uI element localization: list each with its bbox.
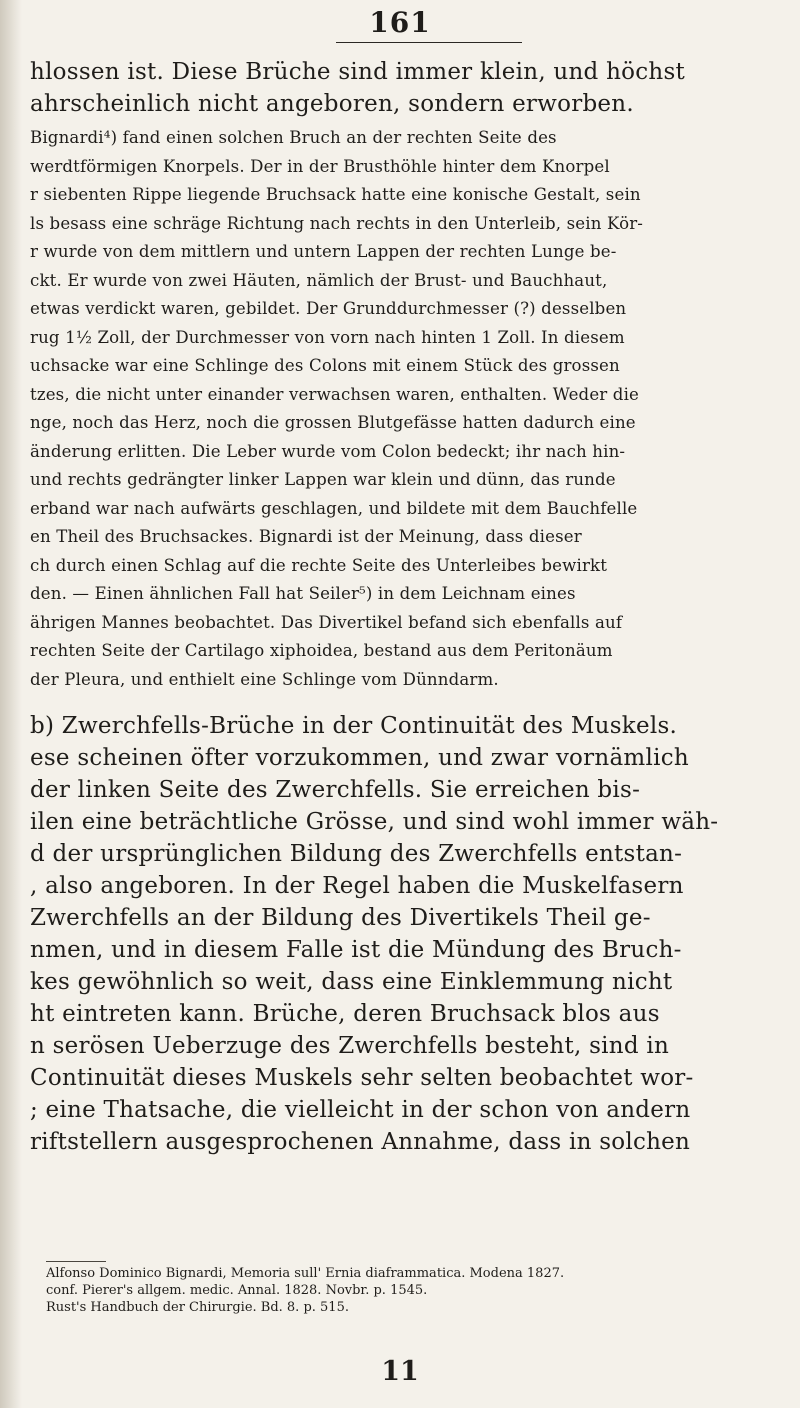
text-line: hlossen ist. Diese Brüche sind immer klein, und höchst (30, 59, 685, 85)
text-line: , also angeboren. In der Regel haben die Muskelfasern (30, 873, 684, 899)
text-line: Zwerchfells an der Bildung des Divertikels Theil ge- (30, 905, 651, 931)
intro-paragraph (30, 56, 776, 120)
bignardi-case-paragraph (30, 124, 776, 694)
text-line: rug 1½ Zoll, der Durchmesser von vorn nach hinten 1 Zoll. In diesem (30, 327, 625, 347)
text-line: ährigen Mannes beobachtet. Das Divertikel befand sich ebenfalls auf (30, 612, 623, 632)
text-line: rechten Seite der Cartilago xiphoidea, bestand aus dem Peritonäum (30, 641, 613, 660)
text-line: Rust's Handbuch der Chirurgie. Bd. 8. p. 515. (46, 1300, 349, 1315)
text-line: werdtförmigen Knorpels. Der in der Brusthöhle hinter dem Knorpel (30, 156, 610, 176)
text-line: ilen eine beträchtliche Grösse, und sind wohl immer wäh- (30, 809, 719, 835)
text-line: riftstellern ausgesprochenen Annahme, dass in solchen (30, 1129, 691, 1155)
text-line: nmen, und in diesem Falle ist die Mündung des Bruch- (30, 937, 682, 963)
text-line: ht eintreten kann. Brüche, deren Bruchsack blos aus (30, 1001, 660, 1027)
text-line: nge, noch das Herz, noch die grossen Blutgefässe hatten dadurch eine (30, 413, 636, 432)
text-line: und rechts gedrängter linker Lappen war klein und dünn, das runde (30, 470, 616, 489)
page-number: 161 (369, 6, 431, 39)
header-rule (336, 42, 522, 43)
text-line: ese scheinen öfter vorzukommen, und zwar vornämlich (30, 745, 689, 771)
footnote-rule (46, 1261, 106, 1262)
text-line: ckt. Er wurde von zwei Häuten, nämlich der Brust- und Bauchhaut, (30, 270, 608, 290)
text-line: kes gewöhnlich so weit, dass eine Einklemmung nicht (30, 969, 673, 995)
text-line: ch durch einen Schlag auf die rechte Seite des Unterleibes bewirkt (30, 555, 608, 575)
text-line: n serösen Ueberzuge des Zwerchfells besteht, sind in (30, 1033, 670, 1059)
text-line: Alfonso Dominico Bignardi, Memoria sull' Ernia diaframmatica. Modena 1827. (46, 1266, 565, 1281)
section-b-paragraph (30, 710, 776, 1158)
text-line: r siebenten Rippe liegende Bruchsack hatte eine konische Gestalt, sein (30, 185, 641, 204)
text-line: tzes, die nicht unter einander verwachsen waren, enthalten. Weder die (30, 384, 639, 404)
text-line: b) Zwerchfells-Brüche in der Continuität des Muskels. (30, 713, 678, 739)
text-line: erband war nach aufwärts geschlagen, und bildete mit dem Bauchfelle (30, 498, 638, 518)
text-line: den. — Einen ähnlichen Fall hat Seiler⁵) in dem Leichnam eines (30, 584, 576, 603)
text-line: Continuität dieses Muskels sehr selten beobachtet wor- (30, 1065, 694, 1091)
text-line: der linken Seite des Zwerchfells. Sie erreichen bis- (30, 777, 641, 803)
text-line: ls besass eine schräge Richtung nach rechts in den Unterleib, sein Kör- (30, 213, 644, 233)
text-line: der Pleura, und enthielt eine Schlinge vom Dünndarm. (30, 669, 499, 689)
text-line: en Theil des Bruchsackes. Bignardi ist der Meinung, dass dieser (30, 527, 582, 546)
text-line: uchsacke war eine Schlinge des Colons mit einem Stück des grossen (30, 356, 620, 375)
text-line: r wurde von dem mittlern und untern Lappen der rechten Lunge be- (30, 242, 617, 261)
signature-mark: 11 (381, 1356, 419, 1387)
text-line: Bignardi⁴) fand einen solchen Bruch an der rechten Seite des (30, 128, 557, 147)
text-line: änderung erlitten. Die Leber wurde vom Colon bedeckt; ihr nach hin- (30, 441, 626, 461)
binding-shadow (0, 0, 22, 1408)
text-line: ; eine Thatsache, die vielleicht in der schon von andern (30, 1097, 691, 1123)
footnotes (46, 1265, 776, 1316)
text-line: conf. Pierer's allgem. medic. Annal. 1828. Novbr. p. 1545. (46, 1283, 428, 1298)
text-line: etwas verdickt waren, gebildet. Der Grunddurchmesser (?) desselben (30, 299, 627, 318)
text-line: d der ursprünglichen Bildung des Zwerchfells entstan- (30, 841, 683, 867)
text-line: ahrscheinlich nicht angeboren, sondern erworben. (30, 91, 634, 117)
